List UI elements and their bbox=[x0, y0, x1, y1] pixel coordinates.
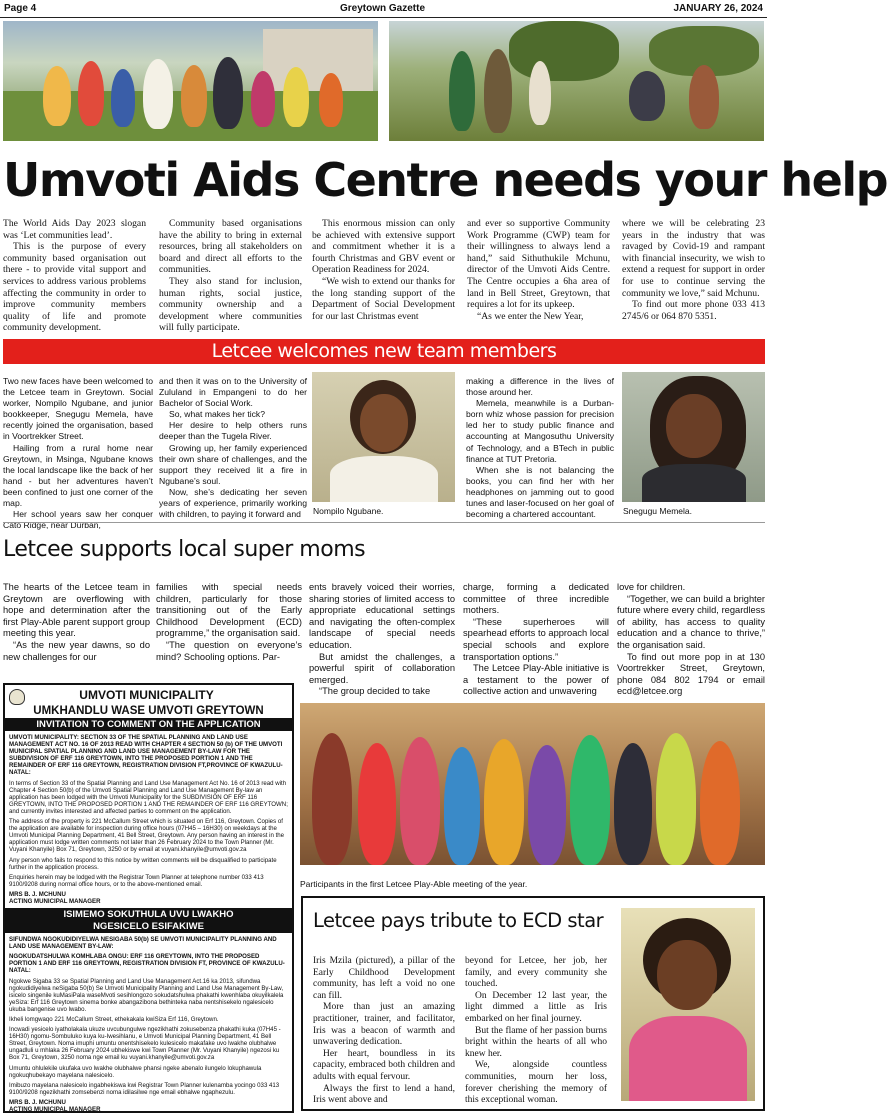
aids-centre-photo-children bbox=[3, 21, 378, 141]
paragraph: Community based organisations have the ability to bring in external resources, bring all stakeholders on board and direct all efforts to the communities. bbox=[159, 218, 302, 276]
moms-column-5 bbox=[617, 582, 765, 698]
notice-en-heading: UMVOTI MUNICIPALITY: SECTION 33 OF THE SPATIAL PLANNING AND LAND USE MANAGEMENT ACT NO. 16 OF 2013 READ WITH CHAPTER 4 SECTION 50 (b) OF THE UMVOTI MUNICIPAL SPATIAL PLANNING AND LAND USE MANAGEMENT BY-LAW FOR THE SUBDIVISION OF ERF 116 GREYTOWN, INTO THE PROPOSED PORTION 1 AND THE REMAINDER OF ERF 116 GREYTOWN, REGISTRATION DIVISION FT,PROVINCE OF KWAZULU-NATAL: bbox=[9, 734, 283, 777]
notice-zu-body: Ikheli lomgwaqo 221 McCallum Street, ethekakala kwiSiza Erf 116, Greytown. bbox=[9, 1016, 219, 1023]
notice-zu-signatory: MRS B. J. MCHUNU bbox=[9, 1098, 66, 1106]
moms-headline: Letcee supports local super moms bbox=[3, 537, 366, 562]
notice-zu-body: Imibuzo mayelana nalesicelo ingabhekiswa kwi Registrar Town Planner kulenamba yocingo 033 413 9100/9208 ngezikhathi zomsebenzi noma idilasilwe nge email ebhalwe ngaphezulu. bbox=[9, 1081, 280, 1096]
paragraph: To find out more phone 033 413 2745/6 or 064 870 5351. bbox=[622, 299, 765, 322]
paragraph: “We wish to extend our thanks for the long standing support of the Department of Social Development for our last Christmas event bbox=[312, 275, 455, 322]
notice-title-2: UMKHANDLU WASE UMVOTI GREYTOWN bbox=[33, 705, 264, 717]
notice-zu-body: Umuntu ohlulekile ukufaka uvo lwakhe olubhalwe phansi ngeke abenalo ilungelo lokuphawula ngokuqhubekayo mayelana nalesicelo. bbox=[9, 1064, 262, 1079]
paragraph: “As we enter the New Year, bbox=[477, 310, 584, 322]
letcee-column-2 bbox=[159, 376, 307, 520]
masthead: Greytown Gazette bbox=[340, 3, 426, 14]
notice-zu-signatory-title: ACTING MUNICIPAL MANAGER bbox=[9, 1106, 101, 1113]
paragraph: “The group decided to take bbox=[319, 686, 431, 697]
paragraph: ents bravely voiced their worries, sharing stories of limited access to appropriate educational settings and navigating the often-complex landscape of special needs education. bbox=[309, 582, 455, 650]
paragraph: But amidst the challenges, a powerful spirit of collaboration emerged. bbox=[309, 651, 455, 685]
paragraph: “The question on everyone’s mind? Schooling options. Par- bbox=[156, 639, 302, 662]
paragraph: Her desire to help others runs deeper than the Tugela River. bbox=[159, 420, 307, 442]
ecd-column-2 bbox=[465, 956, 607, 1107]
notice-en-signatory-title: ACTING MUNICIPAL MANAGER bbox=[9, 897, 101, 905]
paragraph: making a difference in the lives of those around her. bbox=[466, 376, 614, 398]
paragraph: “Together, we can build a brighter future where every child, regardless of ability, has access to quality education and a chance to thrive,” the organisation said. bbox=[617, 593, 765, 650]
paragraph: More than just an amazing practitioner, trainer, and facilitator, Iris was a beacon of warmth and unwavering dedication. bbox=[313, 1002, 455, 1048]
notice-zu-body: Incwadi yesicelo iyatholakala ukuze uvcubungulwe ngezikhathi zokusebenza phakathi kuka (07H45 - 16H30) ngomu-Sombuluko kuya ku-Iwesihlanu, e Umvoti Municipal Planning Department, 41 Bell Street, Greytown. Noma imuphi umuntu onentshisekelo kulesicelo makafake uvo lwakhe olubhalwe ungadluli u mhlaka 26 February 2024 ubhekiswe kwi Town Planner (Mr. Vuyani Khanyile) ngezosi ku Box 71, Greytown, 3250 noma nge email ku vuyani.khanyile@umvoti.gov.za bbox=[9, 1026, 281, 1062]
photo-iris-mzila bbox=[621, 908, 755, 1101]
notice-en-body: In terms of Section 33 of the Spatial Planning and Land Use Management Act No. 16 of 2013 read with Chapter 4 Section 50(b) of the Umvoti Spatial Planning and Land Use Management By-law an application has been lodged with the Umvoti Municipality for the SUBDIVISION OF ERF 116 GREYTOWN, INTO THE PROPOSED PORTION 1 AND THE REMAINDER OF ERF 116 GREYTOWN; and currently invites interested and affected parties to comment on the application. bbox=[9, 779, 288, 815]
letcee-column-1 bbox=[3, 376, 153, 531]
notice-en-body: Enquiries herein may be lodged with the Registrar Town Planner at telephone number 033 413 9100/9208 during normal office hours, or to the above-mentioned email. bbox=[9, 873, 264, 888]
paragraph: They also stand for inclusion, human rights, social justice, community ownership and a development where communities will fully participate. bbox=[159, 275, 302, 334]
notice-bar-invitation: INVITATION TO COMMENT ON THE APPLICATION bbox=[5, 718, 292, 731]
photo-nompilo-ngubane bbox=[312, 372, 455, 502]
ecd-headline: Letcee pays tribute to ECD star bbox=[313, 909, 604, 932]
ecd-tribute-box bbox=[301, 896, 765, 1111]
letcee-banner: Letcee welcomes new team members bbox=[3, 339, 765, 364]
notice-crest-row bbox=[5, 685, 292, 705]
moms-column-1 bbox=[3, 582, 150, 663]
notice-bar-zulu bbox=[5, 908, 292, 933]
paragraph: Her school years saw her conquer Cato Ridge, near Durban, bbox=[3, 509, 153, 531]
paragraph: So, what makes her tick? bbox=[169, 409, 266, 420]
issue-date: JANUARY 26, 2024 bbox=[673, 3, 763, 14]
paragraph: To find out more pop in at 130 Voortrekker Street, Greytown, phone 084 802 1794 or email ecd@letcee.org bbox=[617, 651, 765, 697]
paragraph: love for children. bbox=[617, 582, 686, 592]
lead-column-5 bbox=[622, 218, 765, 322]
page-header bbox=[0, 0, 767, 18]
paragraph: “As the new year dawns, so do new challenges for our bbox=[3, 639, 150, 662]
paragraph: “These superheroes will spearhead efforts to approach local special schools and explore transportation options.” bbox=[463, 616, 609, 662]
notice-zu-body: Ngokwe Sigaba 33 se Spatial Planning and Land Use Management Act.16 ka 2013, sifundwa ngokudidiyelwa neSigaba 50(b) Se Umvoti Municipality Planning and Land Use Management By-Law, isicelo singenile kuMasiPala waseMvoti sesihlongozo sokudatshulwa phakathi kwenhlaba okuyilkalela yeSiza: Erf 116 Greytown sinema bonke abangazibona bethinteka naba nentshisekelo ngalesicelo ukuba bangenise uvo lwabo. bbox=[9, 977, 284, 1013]
paragraph: Now, she’s dedicating her seven years of experience, primarily working with children, to paying it forward and bbox=[159, 486, 307, 520]
photo-play-able-meeting bbox=[300, 703, 765, 865]
paragraph: beyond for Letcee, her job, her family, and every community she touched. bbox=[465, 956, 607, 990]
moms-column-4 bbox=[463, 582, 609, 698]
notice-en-body: Any person who fails to respond to this notice by written comments will be disqualified to participate further in the application process. bbox=[9, 856, 277, 871]
caption-snegugu: Snegugu Memela. bbox=[623, 506, 692, 516]
paragraph: Two new faces have been welcomed to the Letcee team in Greytown. Social worker, Nompilo Ngubane, and junior bookkeeper, Snegugu Memela, have recently joined the organisation, based in Voortrekker Street. bbox=[3, 376, 154, 442]
moms-column-2 bbox=[156, 582, 302, 663]
caption-nompilo: Nompilo Ngubane. bbox=[313, 506, 384, 516]
page-number: Page 4 bbox=[4, 3, 37, 14]
notice-bar-zulu-line2: NGESICELO ESIFAKIWE bbox=[93, 920, 204, 932]
paragraph: Hailing from a rural home near Greytown, in Msinga, Ngubane knows the local landscape like the back of her hand - but her adventures haven’t been confined to just one corner of the map. bbox=[3, 442, 153, 509]
paragraph: On December 12 last year, the light dimmed a little as Iris embarked on her final journey. bbox=[465, 990, 607, 1024]
paragraph: families with special needs children, particularly for those transitioning out of the Early Childhood Development (ECD) programme,” the organisation said. bbox=[156, 582, 302, 639]
lead-headline: Umvoti Aids Centre needs your help bbox=[3, 153, 887, 207]
notice-en-body: The address of the property is 221 McCallum Street which is situated on Erf 116, Greytown. Copies of the application are available for inspection during office hours (07H45 – 16H30) on weekdays at the Umvoti Municipal Planning Department, 41 Bell Street, Greytown. Any person having an interest in the application must lodge written comments not later than 26 February 2024 to the Town Planner (Mr. Vuyani Khanyile) Box 71, Greytown, 3250 or by email at vuyani.khanyile@umvoti.gov.za bbox=[9, 818, 285, 854]
paragraph: When she is not balancing the books, you can find her with her headphones on jamming out to good tunes and laser-focused on her goal of becoming a chartered accountant. bbox=[466, 464, 614, 520]
moms-column-3 bbox=[309, 582, 455, 698]
lead-column-2 bbox=[159, 218, 302, 334]
notice-zu-heading: NGOKUDATSHULWA KOMHLABA ONGU: ERF 116 GREYTOWN, INTO THE PROPOSED PORTION 1 AND ERF 116 GREYTOWN, REGISTRATION DIVISION FT, PROVINCE OF KWAZULU-NATAL: bbox=[9, 953, 285, 975]
notice-title-1: UMVOTI MUNICIPALITY bbox=[79, 688, 214, 702]
aids-centre-photo-garden bbox=[389, 21, 764, 141]
paragraph: Her heart, boundless in its capacity, embraced both children and adults with equal fervour. bbox=[313, 1048, 455, 1082]
paragraph: We, alongside countless communities, mourn her loss, forever cherishing the memory of this exceptional woman. bbox=[465, 1060, 607, 1106]
paragraph: Iris Mzila (pictured), a pillar of the Early Childhood Development community, has left a void no one can fill. bbox=[313, 956, 455, 1001]
paragraph: The Letcee Play-Able initiative is a testament to the power of collective action and unwavering bbox=[463, 663, 609, 697]
lead-column-4 bbox=[467, 218, 610, 322]
notice-bar-zulu-line1: ISIMEMO SOKUTHULA UVU LWAKHO bbox=[63, 909, 234, 921]
municipal-notice bbox=[3, 683, 294, 1113]
paragraph: charge, forming a dedicated committee of three incredible mothers. bbox=[463, 582, 609, 616]
notice-zu-heading: SIFUNDWA NGOKUDIDIYELWA NESIGABA 50(b) SE UMVOTI MUNICIPALITY PLANNING AND LAND USE MANAGEMENT BY-LAW: bbox=[9, 936, 277, 951]
paragraph: This is the purpose of every community based organisation out there - to provide vital support and services to address various problems affecting the community in order to improve community members quality of life and promote community development. bbox=[3, 241, 146, 334]
notice-en-signatory: MRS B. J. MCHUNU bbox=[9, 890, 66, 898]
caption-meeting: Participants in the first Letcee Play-Able meeting of the year. bbox=[300, 879, 528, 889]
paragraph: and ever so supportive Community Work Programme (CWP) team for their willingness to always lend a hand,” said Sithuthukile Mchunu, director of the Umvoti Aids Centre. The Centre occupies a 6ha area of land in Bell Street, Greytown, that requires a lot for its upkeep. bbox=[467, 218, 610, 311]
paragraph: Memela, meanwhile is a Durban-born whiz whose passion for precision led her to study public finance and accounting at Mangosuthu University of Technology, and a BTech in public finance at TUT Pretoria. bbox=[466, 398, 614, 464]
paragraph: The World Aids Day 2023 slogan was ‘Let communities lead’. bbox=[3, 218, 146, 241]
divider bbox=[3, 522, 765, 523]
lead-column-1 bbox=[3, 218, 146, 334]
lead-column-3 bbox=[312, 218, 455, 322]
paragraph: and then it was on to the University of Zululand in Empangeni to do her Bachelor of Social Work. bbox=[159, 376, 307, 409]
letcee-column-3 bbox=[466, 376, 614, 520]
paragraph: where we will be celebrating 23 years in the industry that was ravaged by Covid-19 and rampant with financial insecurity, we wish to extend a request for support in order for use to continue serving the community we love,” said Mchunu. bbox=[622, 218, 765, 299]
paragraph: This enormous mission can only be achieved with extensive support and commitment whether it is a fourth Christmas and GBV event or Operation Readiness for 2024. bbox=[312, 218, 455, 276]
paragraph: Always the first to lend a hand, Iris went above and bbox=[313, 1083, 455, 1106]
ecd-column-1 bbox=[313, 956, 455, 1107]
paragraph: Growing up, her family experienced their own share of challenges, and the support they received lit a fire in Ngubane’s soul. bbox=[159, 442, 307, 486]
paragraph: The hearts of the Letcee team in Greytown are overflowing with hope and determination after the first Play-Able parent support group meeting this year. bbox=[3, 582, 150, 639]
paragraph: But the flame of her passion burns bright within the hearts of all who knew her. bbox=[465, 1025, 607, 1059]
photo-snegugu-memela bbox=[622, 372, 765, 502]
